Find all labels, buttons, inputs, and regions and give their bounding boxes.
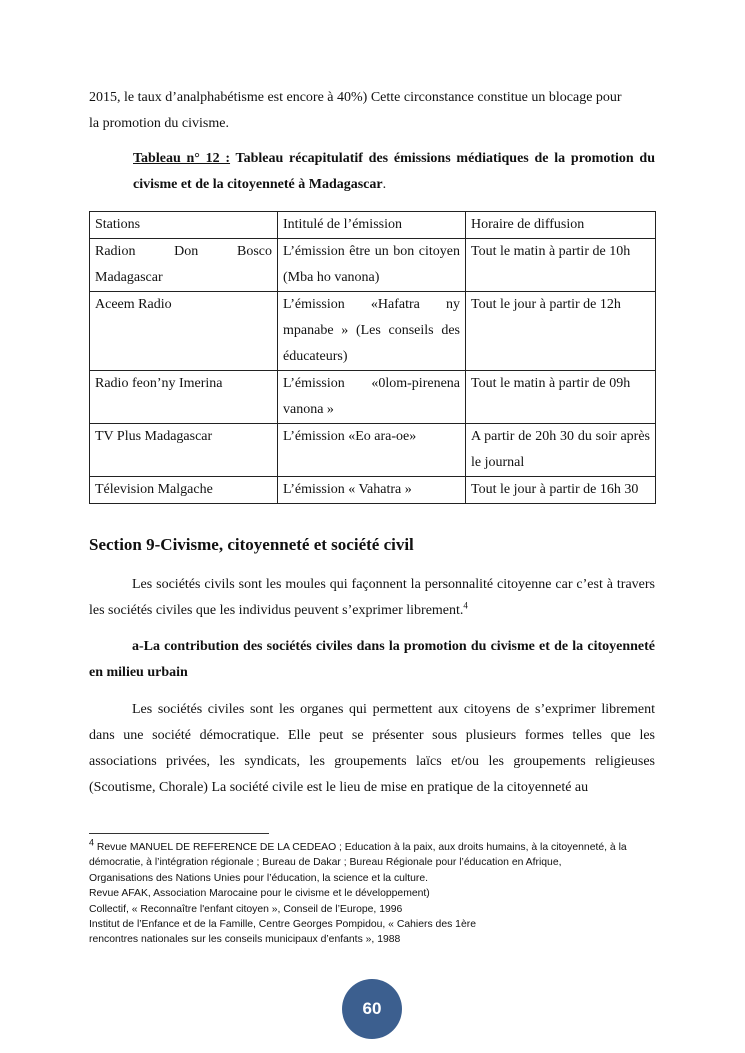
paragraph-text: Les sociétés civils sont les moules qui façonnent la personnalité citoyenne car c’est à travers les sociétés civiles que les individus peuvent s’exprimer librement. (89, 577, 655, 618)
cell-horaire: A partir de 20h 30 du soir après le journal (466, 424, 656, 477)
cell-emission: L’émission « Vahatra » (278, 477, 466, 504)
table-caption (133, 146, 655, 198)
cell-horaire: Tout le jour à partir de 12h (466, 292, 656, 371)
cell-station: Radion Don Bosco Madagascar (90, 239, 278, 292)
header-horaire: Horaire de diffusion (466, 212, 656, 239)
footnote-line: démocratie, à l’intégration régionale ; Bureau de Dakar ; Bureau Régionale pour l’éducation en Afrique, (89, 857, 562, 869)
cell-emission: L’émission «Hafatra ny mpanabe » (Les conseils des éducateurs) (278, 292, 466, 371)
section-title: Section 9-Civisme, citoyenneté et société civil (89, 535, 414, 554)
cell-station: Télevision Malgache (90, 477, 278, 504)
subheading: a-La contribution des sociétés civiles dans la promotion du civisme et de la citoyenneté en milieu urbain (89, 639, 655, 680)
header-stations: Stations (90, 212, 278, 239)
table-row (90, 239, 656, 292)
footnotes (89, 837, 664, 948)
table-row (90, 424, 656, 477)
caption-tail: . (382, 177, 387, 192)
cell-station: Radio feon’ny Imerina (90, 371, 278, 424)
caption-text: Tableau récapitulatif des émissions médiatiques de la promotion du civisme et de la citoyenneté à Madagascar (133, 151, 655, 192)
cell-emission: L’émission «Eo ara-oe» (278, 424, 466, 477)
section-paragraph-1 (89, 572, 655, 624)
footnote-line: Organisations des Nations Unies pour l’éducation, la science et la culture. (89, 872, 429, 884)
footnote-line: Revue AFAK, Association Marocaine pour le civisme et le développement) (89, 888, 430, 900)
intro-line-2: la promotion du civisme. (89, 116, 229, 131)
intro-line-1: 2015, le taux d’analphabétisme est encore à 40%) Cette circonstance constitue un blocage pour (89, 90, 622, 105)
intro-paragraph (89, 85, 655, 137)
page-number-badge: 60 (342, 979, 402, 1039)
cell-station: Aceem Radio (90, 292, 278, 371)
table-row (90, 292, 656, 371)
table-header-row (90, 212, 656, 239)
table-row (90, 371, 656, 424)
header-emission: Intitulé de l’émission (278, 212, 466, 239)
footnote-line: $^4$ Revue MANUEL DE REFERENCE DE LA CEDEAO ; Education à la paix, aux droits humains, à la citoyenneté, à la (89, 837, 627, 853)
cell-horaire: Tout le jour à partir de 16h 30 (466, 477, 656, 504)
cell-horaire: Tout le matin à partir de 09h (466, 371, 656, 424)
table-row (90, 477, 656, 504)
footnote-line: rencontres nationales sur les conseils municipaux d’enfants », 1988 (89, 934, 401, 946)
cell-emission: L’émission être un bon citoyen (Mba ho vanona) (278, 239, 466, 292)
cell-emission: L’émission «0lom-pirenena vanona » (278, 371, 466, 424)
cell-station: TV Plus Madagascar (90, 424, 278, 477)
section-paragraph-2: Les sociétés civiles sont les organes qui permettent aux citoyens de s’exprimer librement dans une société démocratique. Elle peut se présenter sous plusieurs formes telles que les associations privées, les syndicats, les groupements laïcs et/ou les groupements religieuses (Scoutisme, Chorale) La société civile est le lieu de mise en pratique de la citoyenneté au (89, 702, 655, 795)
footnote-ref[interactable]: 4 (463, 600, 468, 611)
broadcast-table (89, 211, 656, 504)
caption-label: Tableau n° 12 : (133, 151, 231, 166)
cell-horaire: Tout le matin à partir de 10h (466, 239, 656, 292)
footnote-separator (89, 833, 269, 834)
footnote-line: Collectif, « Reconnaître l'enfant citoyen », Conseil de l’Europe, 1996 (89, 903, 403, 915)
footnote-line: Institut de l’Enfance et de la Famille, Centre Georges Pompidou, « Cahiers des 1ère (89, 919, 476, 931)
footnote-number: 4 (89, 837, 95, 848)
